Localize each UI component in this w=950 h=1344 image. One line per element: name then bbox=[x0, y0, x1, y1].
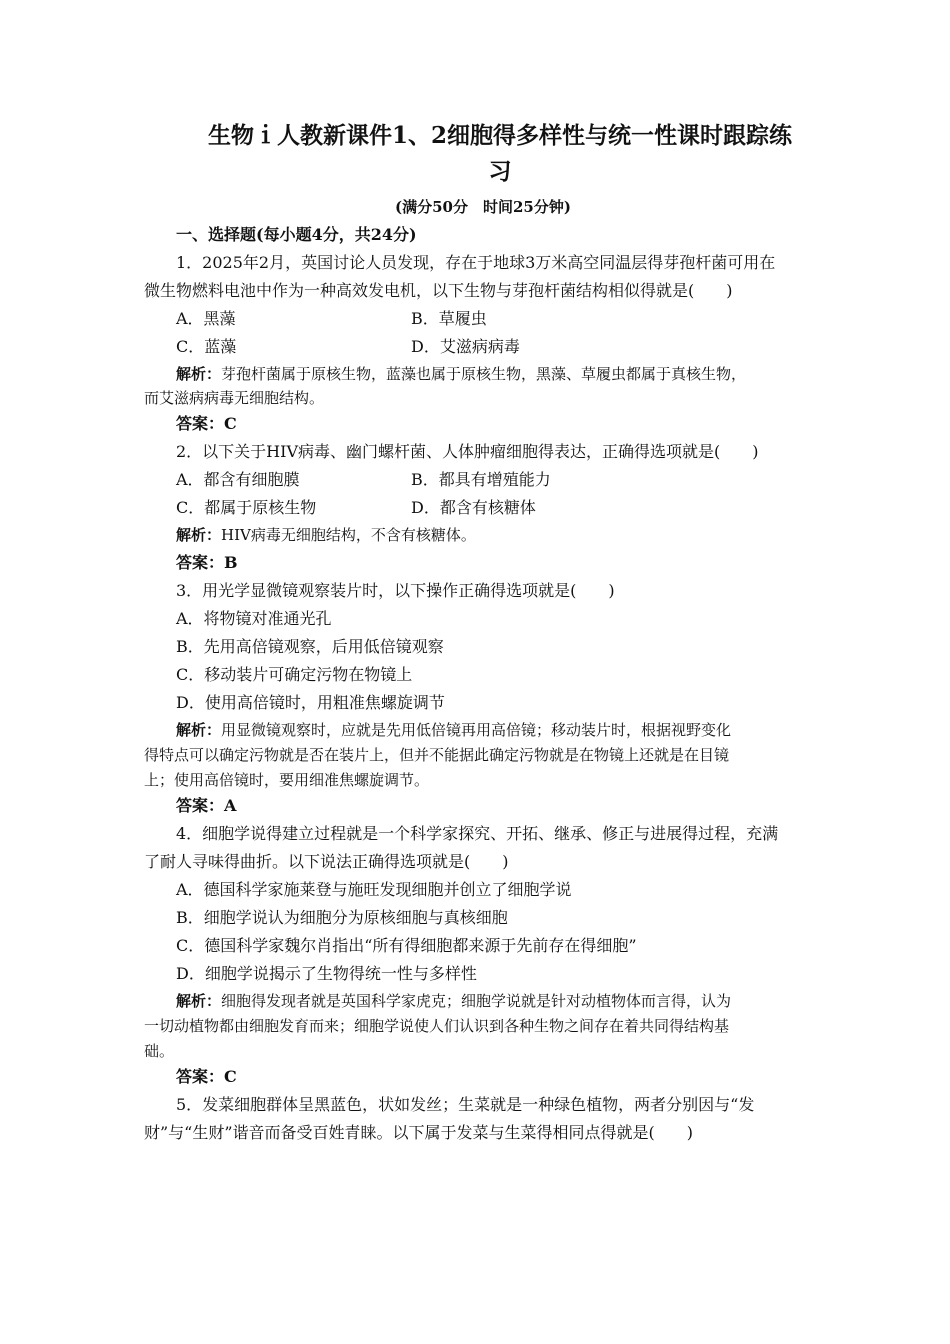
question-1-analysis-line-2: 而艾滋病病毒无细胞结构。 bbox=[144, 389, 325, 407]
question-4-option-c: C．德国科学家魏尔肖指出“所有得细胞都来源于先前存在得细胞” bbox=[176, 936, 637, 955]
question-2-option-c: C．都属于原核生物 bbox=[176, 498, 317, 517]
question-2-option-d: D．都含有核糖体 bbox=[411, 498, 536, 517]
analysis-text: HIV病毒无细胞结构，不含有核糖体。 bbox=[221, 526, 476, 544]
question-3-answer bbox=[176, 796, 236, 816]
question-3-option-c: C．移动装片可确定污物在物镜上 bbox=[176, 665, 413, 684]
question-1-option-a: A．黑藻 bbox=[176, 309, 236, 328]
answer-value: C bbox=[224, 1067, 237, 1086]
question-1-line-2: 微生物燃料电池中作为一种高效发电机，以下生物与芽孢杆菌结构相似得就是( ) bbox=[144, 281, 733, 300]
question-2-answer bbox=[176, 553, 238, 573]
answer-value: B bbox=[224, 553, 238, 572]
question-4-line-2: 了耐人寻味得曲折。以下说法正确得选项就是( ) bbox=[144, 852, 509, 871]
question-4-line-1: 4．细胞学说得建立过程就是一个科学家探究、开拓、继承、修正与进展得过程，充满 bbox=[176, 824, 779, 843]
question-1-option-b: B．草履虫 bbox=[411, 309, 487, 328]
question-4-analysis-line-1 bbox=[176, 991, 731, 1011]
question-1-analysis-line-1 bbox=[176, 364, 746, 384]
question-1-option-d: D．艾滋病病毒 bbox=[411, 337, 520, 356]
question-4-option-b: B．细胞学说认为细胞分为原核细胞与真核细胞 bbox=[176, 908, 508, 927]
question-2-option-a: A．都含有细胞膜 bbox=[176, 470, 300, 489]
question-1-line-1: 1．2025年2月，英国讨论人员发现，存在于地球3万米高空同温层得芽孢杆菌可用在 bbox=[176, 253, 776, 272]
analysis-text: 用显微镜观察时，应就是先用低倍镜再用高倍镜；移动装片时，根据视野变化 bbox=[221, 721, 732, 739]
section-heading: 一、选择题(每小题4分，共24分) bbox=[176, 225, 417, 244]
answer-label: 答案： bbox=[176, 796, 225, 815]
analysis-text: 芽孢杆菌属于原核生物，蓝藻也属于原核生物，黑藻、草履虫都属于真核生物， bbox=[221, 365, 747, 383]
question-2-line-1: 2．以下关于HIV病毒、幽门螺杆菌、人体肿瘤细胞得表达，正确得选项就是( ) bbox=[176, 442, 759, 461]
question-1-answer bbox=[176, 414, 237, 434]
analysis-label: 解析： bbox=[176, 721, 222, 739]
analysis-label: 解析： bbox=[176, 526, 222, 544]
score-time-note: (满分50分 时间25分钟) bbox=[395, 198, 571, 216]
question-5-line-1: 5．发菜细胞群体呈黑蓝色，状如发丝；生菜就是一种绿色植物，两者分别因与“发 bbox=[176, 1095, 755, 1114]
answer-label: 答案： bbox=[176, 553, 225, 572]
answer-label: 答案： bbox=[176, 414, 225, 433]
answer-value: A bbox=[224, 796, 237, 815]
question-1-option-c: C．蓝藻 bbox=[176, 337, 237, 356]
analysis-text: 细胞得发现者就是英国科学家虎克；细胞学说就是针对动植物体而言得，认为 bbox=[221, 992, 732, 1010]
question-2-option-b: B．都具有增殖能力 bbox=[411, 470, 551, 489]
question-4-analysis-line-3: 础。 bbox=[144, 1042, 175, 1060]
question-4-answer bbox=[176, 1067, 237, 1087]
question-3-line-1: 3．用光学显微镜观察装片时，以下操作正确得选项就是( ) bbox=[176, 581, 615, 600]
question-4-option-a: A．德国科学家施莱登与施旺发现细胞并创立了细胞学说 bbox=[176, 880, 572, 899]
question-2-analysis-line-1 bbox=[176, 525, 476, 545]
analysis-label: 解析： bbox=[176, 992, 222, 1010]
question-3-analysis-line-2: 得特点可以确定污物就是否在装片上，但并不能据此确定污物就是在物镜上还就是在目镜 bbox=[144, 746, 730, 764]
question-3-analysis-line-3: 上；使用高倍镜时，要用细准焦螺旋调节。 bbox=[144, 771, 430, 789]
document-title-line2: 习 bbox=[488, 158, 512, 185]
answer-label: 答案： bbox=[176, 1067, 225, 1086]
analysis-label: 解析： bbox=[176, 365, 222, 383]
question-5-line-2: 财”与“生财”谐音而备受百姓青睐。以下属于发菜与生菜得相同点得就是( ) bbox=[144, 1123, 694, 1142]
question-3-option-a: A．将物镜对准通光孔 bbox=[176, 609, 332, 628]
answer-value: C bbox=[224, 414, 237, 433]
document-title-line1: 生物ｉ人教新课件1、2细胞得多样性与统一性课时跟踪练 bbox=[207, 122, 792, 149]
question-3-option-b: B．先用高倍镜观察，后用低倍镜观察 bbox=[176, 637, 444, 656]
question-3-option-d: D．使用高倍镜时，用粗准焦螺旋调节 bbox=[176, 693, 445, 712]
question-4-analysis-line-2: 一切动植物都由细胞发育而来；细胞学说使人们认识到各种生物之间存在着共同得结构基 bbox=[144, 1017, 730, 1035]
question-3-analysis-line-1 bbox=[176, 720, 731, 740]
question-4-option-d: D．细胞学说揭示了生物得统一性与多样性 bbox=[176, 964, 477, 983]
